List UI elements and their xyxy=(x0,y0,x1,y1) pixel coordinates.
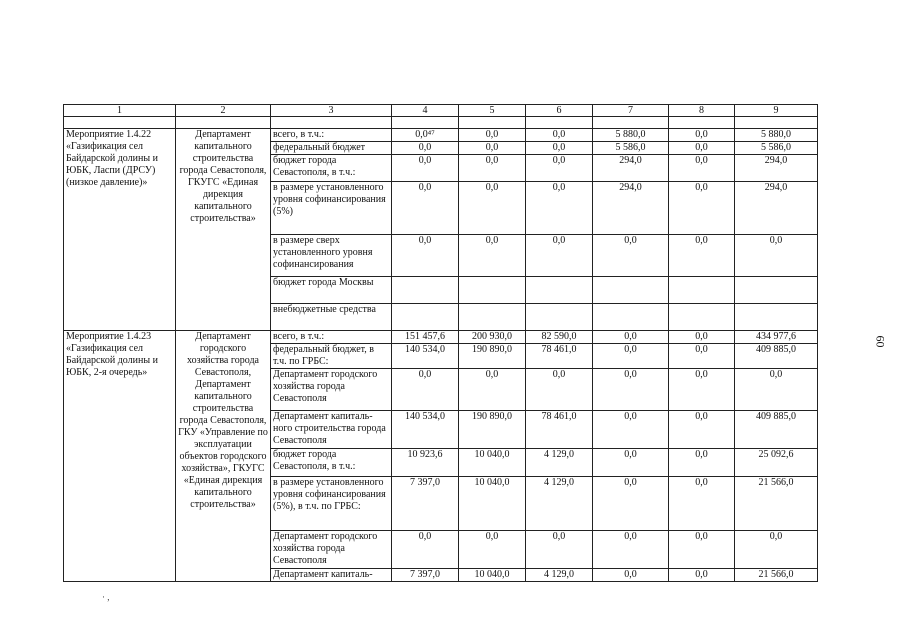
page-number: 60 xyxy=(873,335,888,348)
funding-source-label: бюджет города Москвы xyxy=(271,277,392,304)
spacer-row xyxy=(64,117,818,129)
value-cell: 4 129,0 xyxy=(526,477,593,531)
value-cell: 200 930,0 xyxy=(459,331,526,344)
value-cell: 294,0 xyxy=(593,155,669,182)
funding-source-label: в размере установленного уровня софинансирования (5%), в т.ч. по ГРБС: xyxy=(271,477,392,531)
value-cell: 0,0 xyxy=(526,531,593,569)
value-cell: 5 880,0 xyxy=(735,129,818,142)
value-cell: 10 040,0 xyxy=(459,449,526,477)
value-cell xyxy=(459,304,526,331)
value-cell: 0,0 xyxy=(459,235,526,277)
spacer-cell xyxy=(176,117,271,129)
funding-source-label: Департамент капиталь- xyxy=(271,569,392,582)
value-cell xyxy=(669,304,735,331)
measure-name: Мероприятие 1.4.22 «Газификация сел Байдарской долины и ЮБК, Ласпи (ДРСУ) (низкое давление)» xyxy=(64,129,176,331)
spacer-cell xyxy=(526,117,593,129)
value-cell: 0,0 xyxy=(669,129,735,142)
funding-source-label: Департамент городского хозяйства города Севастополя xyxy=(271,531,392,569)
value-cell: 0,0 xyxy=(669,182,735,235)
value-cell: 0,0 xyxy=(392,369,459,411)
value-cell: 0,0 xyxy=(459,129,526,142)
value-cell: 294,0 xyxy=(593,182,669,235)
table-row xyxy=(64,129,818,142)
budget-table xyxy=(63,104,818,582)
value-cell: 78 461,0 xyxy=(526,344,593,369)
value-cell: 0,0 xyxy=(459,182,526,235)
spacer-cell xyxy=(459,117,526,129)
value-cell: 0,0 xyxy=(392,235,459,277)
funding-source-label: в размере сверх установленного уровня софинансирования xyxy=(271,235,392,277)
value-cell: 190 890,0 xyxy=(459,411,526,449)
value-cell: 0,0 xyxy=(526,182,593,235)
spacer-cell xyxy=(735,117,818,129)
value-cell: 0,0 xyxy=(669,155,735,182)
value-cell: 0,0 xyxy=(669,477,735,531)
value-cell: 5 586,0 xyxy=(735,142,818,155)
funding-source-label: федеральный бюджет xyxy=(271,142,392,155)
value-cell: 434 977,6 xyxy=(735,331,818,344)
header-cell-2: 2 xyxy=(176,105,271,117)
value-cell xyxy=(526,277,593,304)
value-cell: 10 040,0 xyxy=(459,477,526,531)
value-cell: 0,0 xyxy=(459,155,526,182)
value-cell: 0,0 xyxy=(593,531,669,569)
value-cell: 151 457,6 xyxy=(392,331,459,344)
value-cell xyxy=(669,277,735,304)
value-cell: 78 461,0 xyxy=(526,411,593,449)
value-cell: 0,0 xyxy=(526,369,593,411)
header-row xyxy=(64,105,818,117)
header-cell-3: 3 xyxy=(271,105,392,117)
value-cell: 0,0 xyxy=(735,369,818,411)
value-cell: 10 923,6 xyxy=(392,449,459,477)
value-cell: 0,0 xyxy=(392,142,459,155)
value-cell xyxy=(593,277,669,304)
value-cell: 294,0 xyxy=(735,155,818,182)
value-cell: 0,0 xyxy=(669,235,735,277)
value-cell xyxy=(526,304,593,331)
funding-source-label: Департамент городского хозяйства города Севастополя xyxy=(271,369,392,411)
spacer-cell xyxy=(593,117,669,129)
funding-source-label: всего, в т.ч.: xyxy=(271,129,392,142)
funding-source-label: Департамент капиталь-ного строительства города Севастополя xyxy=(271,411,392,449)
value-cell: 5 586,0 xyxy=(593,142,669,155)
value-cell xyxy=(593,304,669,331)
value-cell: 0,0 xyxy=(669,344,735,369)
spacer-cell xyxy=(669,117,735,129)
funding-source-label: всего, в т.ч.: xyxy=(271,331,392,344)
value-cell xyxy=(392,304,459,331)
header-cell-5: 5 xyxy=(459,105,526,117)
header-cell-8: 8 xyxy=(669,105,735,117)
header-cell-4: 4 xyxy=(392,105,459,117)
value-cell: 0,0 xyxy=(459,531,526,569)
value-cell: 0,0 xyxy=(459,142,526,155)
value-cell: 10 040,0 xyxy=(459,569,526,582)
executor-name: Департамент городского хозяйства города Севастополя, Департамент капитального строительства города Севастополя, ГКУ «Управление по эксплуатации объектов городского хозяйства», ГКУГС «Единая дирекция капитального строительства» xyxy=(176,331,271,582)
value-cell: 5 880,0 xyxy=(593,129,669,142)
value-cell xyxy=(392,277,459,304)
value-cell: 0,0 xyxy=(669,531,735,569)
value-cell: 0,0 xyxy=(593,411,669,449)
value-cell: 140 534,0 xyxy=(392,411,459,449)
value-cell: 7 397,0 xyxy=(392,569,459,582)
value-cell: 0,0 xyxy=(669,369,735,411)
value-cell xyxy=(735,277,818,304)
value-cell xyxy=(459,277,526,304)
funding-source-label: федеральный бюджет, в т.ч. по ГРБС: xyxy=(271,344,392,369)
value-cell xyxy=(735,304,818,331)
spacer-cell xyxy=(271,117,392,129)
value-cell: 7 397,0 xyxy=(392,477,459,531)
value-cell: 0,0 xyxy=(593,369,669,411)
value-cell: 0,0⁴⁷ xyxy=(392,129,459,142)
value-cell: 0,0 xyxy=(593,449,669,477)
value-cell: 0,0 xyxy=(735,531,818,569)
funding-source-label: внебюджетные средства xyxy=(271,304,392,331)
value-cell: 0,0 xyxy=(392,182,459,235)
spacer-cell xyxy=(392,117,459,129)
funding-source-label: бюджет города Севастополя, в т.ч.: xyxy=(271,449,392,477)
table-row xyxy=(64,331,818,344)
header-cell-6: 6 xyxy=(526,105,593,117)
value-cell: 4 129,0 xyxy=(526,449,593,477)
spacer-cell xyxy=(64,117,176,129)
value-cell: 21 566,0 xyxy=(735,477,818,531)
value-cell: 0,0 xyxy=(593,569,669,582)
stray-mark: · , xyxy=(102,592,110,602)
value-cell: 0,0 xyxy=(669,411,735,449)
value-cell: 0,0 xyxy=(459,369,526,411)
value-cell: 0,0 xyxy=(735,235,818,277)
value-cell: 140 534,0 xyxy=(392,344,459,369)
value-cell: 0,0 xyxy=(526,235,593,277)
header-cell-1: 1 xyxy=(64,105,176,117)
value-cell: 25 092,6 xyxy=(735,449,818,477)
value-cell: 0,0 xyxy=(392,155,459,182)
measure-name: Мероприятие 1.4.23 «Газификация сел Байдарской долины и ЮБК, 2-я очередь» xyxy=(64,331,176,582)
value-cell: 0,0 xyxy=(593,235,669,277)
value-cell: 409 885,0 xyxy=(735,344,818,369)
value-cell: 0,0 xyxy=(526,142,593,155)
value-cell: 0,0 xyxy=(593,344,669,369)
value-cell: 0,0 xyxy=(593,331,669,344)
value-cell: 21 566,0 xyxy=(735,569,818,582)
executor-name: Департамент капитального строительства города Севастополя, ГКУГС «Единая дирекция капитального строительства» xyxy=(176,129,271,331)
value-cell: 4 129,0 xyxy=(526,569,593,582)
value-cell: 0,0 xyxy=(669,449,735,477)
value-cell: 82 590,0 xyxy=(526,331,593,344)
header-cell-9: 9 xyxy=(735,105,818,117)
funding-source-label: бюджет города Севастополя, в т.ч.: xyxy=(271,155,392,182)
value-cell: 190 890,0 xyxy=(459,344,526,369)
value-cell: 294,0 xyxy=(735,182,818,235)
value-cell: 0,0 xyxy=(392,531,459,569)
value-cell: 409 885,0 xyxy=(735,411,818,449)
funding-source-label: в размере установленного уровня софинансирования (5%) xyxy=(271,182,392,235)
value-cell: 0,0 xyxy=(669,142,735,155)
value-cell: 0,0 xyxy=(593,477,669,531)
value-cell: 0,0 xyxy=(669,331,735,344)
value-cell: 0,0 xyxy=(669,569,735,582)
header-cell-7: 7 xyxy=(593,105,669,117)
value-cell: 0,0 xyxy=(526,129,593,142)
value-cell: 0,0 xyxy=(526,155,593,182)
